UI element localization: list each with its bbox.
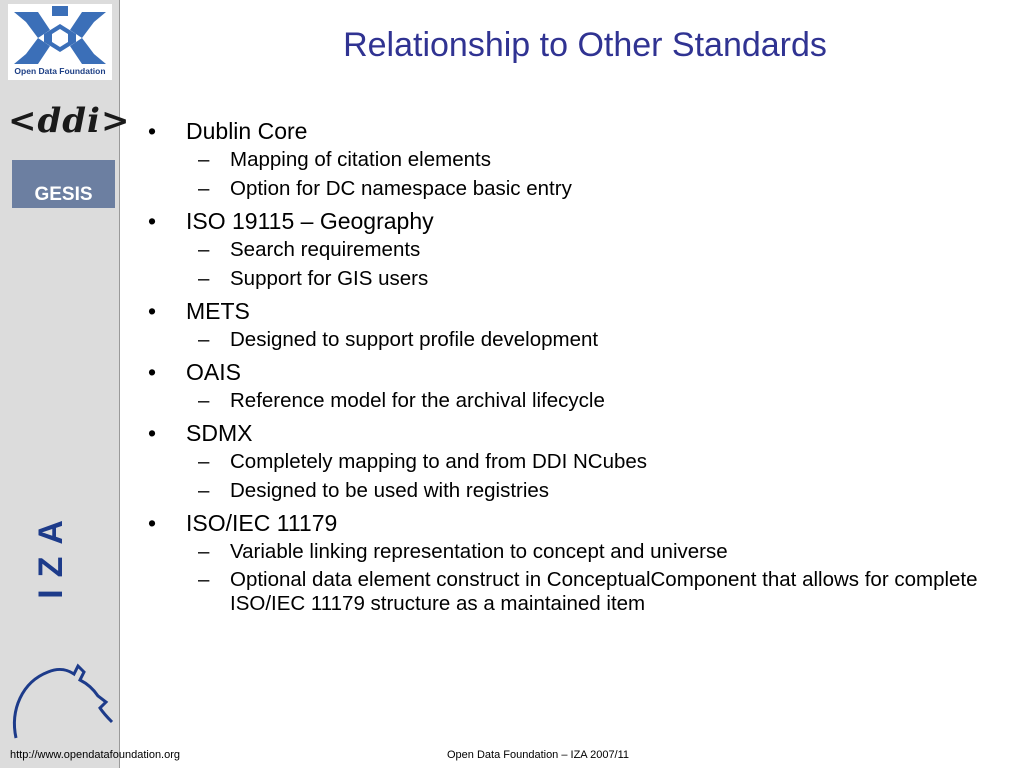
odf-caption: Open Data Foundation	[14, 66, 106, 76]
dash-marker: –	[198, 450, 210, 473]
sub-bullet-text: Support for GIS users	[230, 267, 429, 290]
bullet-text: SDMX	[186, 420, 253, 446]
sub-bullet-item	[148, 388, 1008, 414]
sub-bullet-text: Optional data element construct in ConceptualComponent that allows for complete ISO/IEC 11179 structure as a maintained item	[230, 568, 978, 615]
dash-marker: –	[198, 177, 210, 200]
bullet-text: OAIS	[186, 359, 241, 385]
dash-marker: –	[198, 479, 210, 502]
ddi-logo: <ddi>	[8, 101, 131, 141]
gesis-logo	[12, 160, 115, 208]
dash-marker: –	[198, 238, 210, 261]
bullet-item	[148, 357, 1008, 387]
bullet-text: Dublin Core	[186, 118, 308, 144]
iza-logo-text: IZA	[32, 508, 70, 599]
sub-bullet-item	[148, 568, 1008, 616]
gesis-text: GESIS	[34, 184, 93, 205]
sub-bullet-item	[148, 327, 1008, 353]
bullet-item	[148, 206, 1008, 236]
slide-content	[148, 112, 1008, 619]
slide-title: Relationship to Other Standards	[343, 26, 827, 64]
bullet-marker: •	[148, 208, 157, 234]
sub-bullet-text: Search requirements	[230, 238, 421, 261]
sub-bullet-text: Designed to support profile development	[230, 328, 599, 351]
sub-bullet-text: Completely mapping to and from DDI NCubes	[230, 450, 648, 473]
bullet-item	[148, 508, 1008, 538]
sub-bullet-item	[148, 449, 1008, 475]
iza-profile-logo	[8, 650, 118, 745]
bullet-marker: •	[148, 359, 157, 385]
sub-bullet-item	[148, 266, 1008, 292]
sub-bullet-item	[148, 237, 1008, 263]
bullet-text: METS	[186, 298, 250, 324]
sub-bullet-item	[148, 176, 1008, 202]
bullet-marker: •	[148, 298, 157, 324]
bullet-text: ISO 19115 – Geography	[186, 208, 434, 234]
bullet-marker: •	[148, 510, 157, 536]
sub-bullet-item	[148, 147, 1008, 173]
bullet-text: ISO/IEC 11179	[186, 510, 338, 536]
dash-marker: –	[198, 568, 210, 591]
dash-marker: –	[198, 148, 210, 171]
dash-marker: –	[198, 328, 210, 351]
bullet-item	[148, 296, 1008, 326]
footer-url[interactable]: http://www.opendatafoundation.org	[10, 749, 181, 761]
sub-bullet-text: Variable linking representation to concept and universe	[230, 540, 728, 563]
bullet-marker: •	[148, 420, 157, 446]
sub-bullet-text: Designed to be used with registries	[230, 479, 550, 502]
dash-marker: –	[198, 267, 210, 290]
bullet-item	[148, 116, 1008, 146]
bullet-marker: •	[148, 118, 157, 144]
sub-bullet-item	[148, 539, 1008, 565]
dash-marker: –	[198, 540, 210, 563]
sidebar	[0, 0, 131, 768]
dash-marker: –	[198, 389, 210, 412]
footer-center-text: Open Data Foundation – IZA 2007/11	[447, 749, 630, 761]
sub-bullet-text: Reference model for the archival lifecycle	[230, 389, 605, 412]
sub-bullet-item	[148, 478, 1008, 504]
sub-bullet-text: Mapping of citation elements	[230, 148, 491, 171]
bullet-item	[148, 418, 1008, 448]
sub-bullet-text: Option for DC namespace basic entry	[230, 177, 572, 200]
